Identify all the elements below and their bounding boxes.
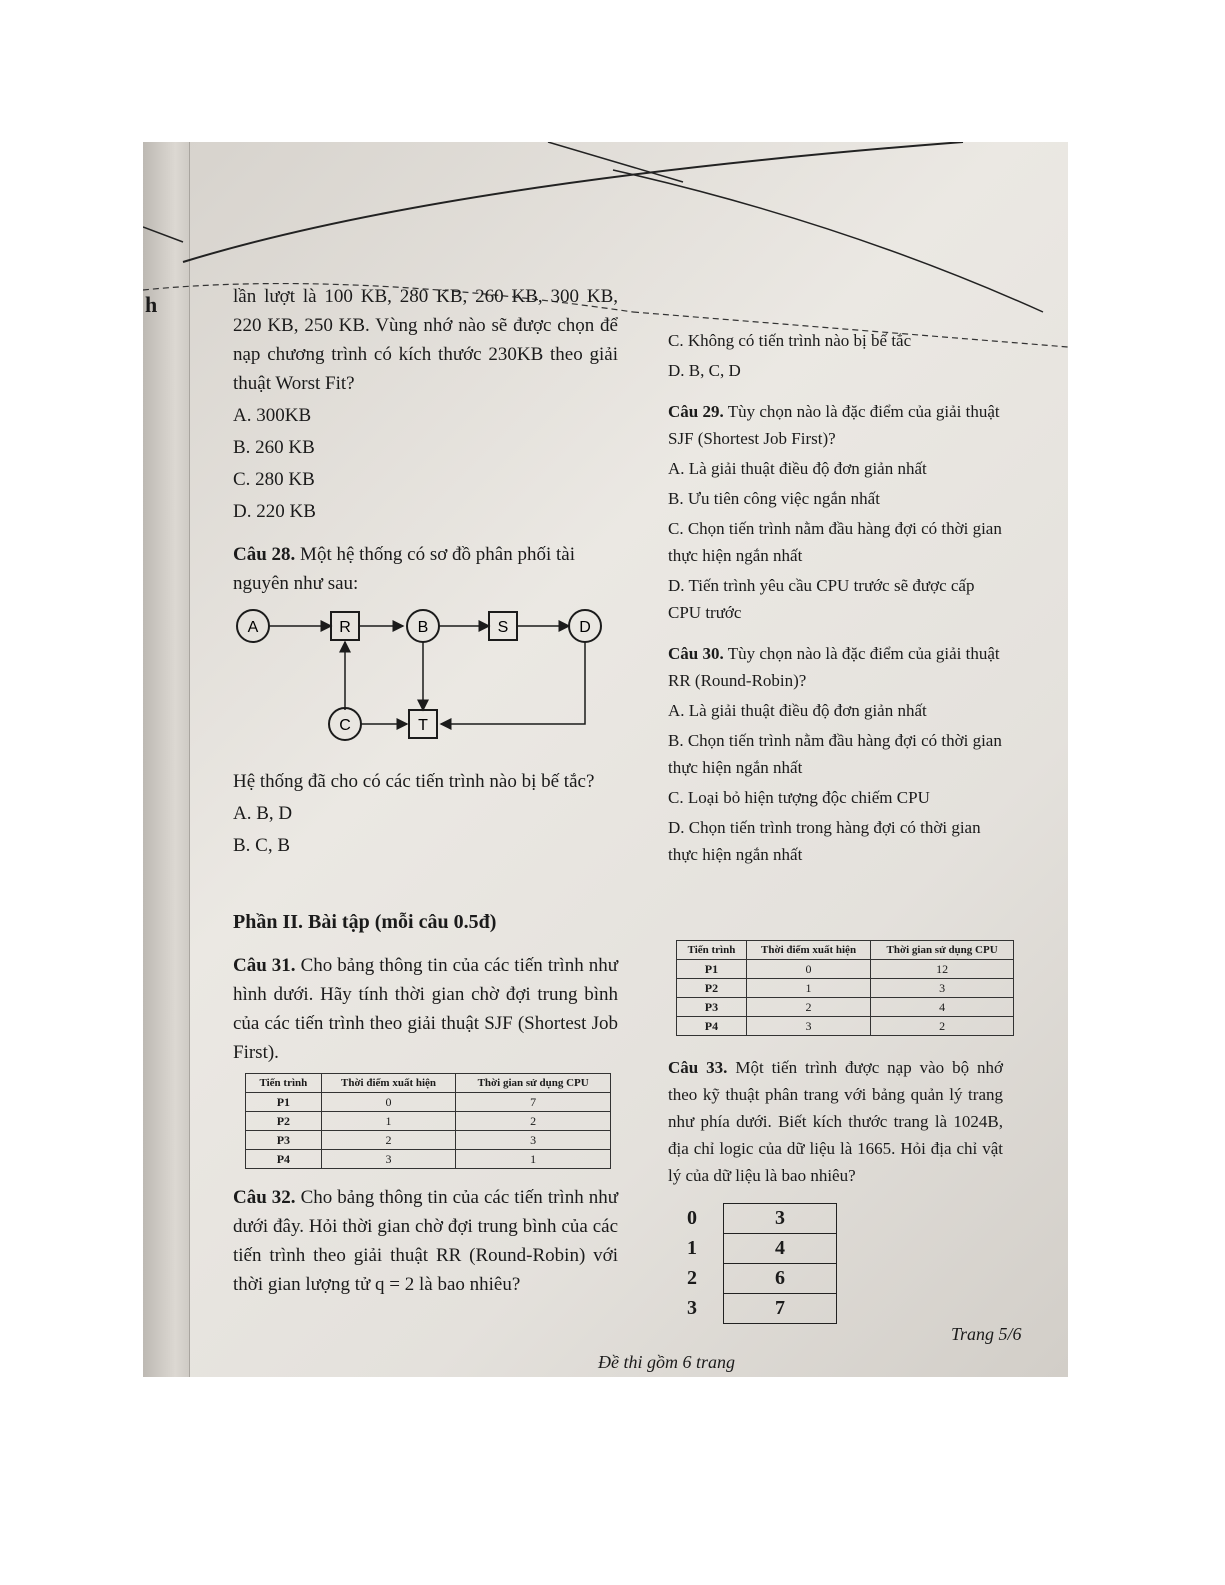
frame-number: 4 bbox=[724, 1234, 837, 1264]
q31-process-table bbox=[245, 1073, 611, 1169]
table-header: Thời gian sử dụng CPU bbox=[871, 941, 1014, 960]
table-cell: 0 bbox=[746, 960, 870, 979]
node-c bbox=[329, 708, 361, 740]
page-number: Trang 5/6 bbox=[951, 1324, 1022, 1344]
table-cell: P1 bbox=[677, 960, 747, 979]
q27-option-b: B. 260 KB bbox=[233, 437, 315, 458]
section-title: Phần II. Bài tập (mỗi câu 0.5đ) bbox=[233, 911, 497, 933]
q33-question bbox=[668, 1054, 1003, 1189]
frame-number: 3 bbox=[724, 1204, 837, 1234]
node-b bbox=[407, 610, 439, 642]
q33-page-table bbox=[686, 1203, 837, 1324]
table-cell: P2 bbox=[677, 979, 747, 998]
table-header-row bbox=[677, 941, 1014, 960]
document-photo bbox=[143, 142, 1068, 1377]
table-cell: 3 bbox=[321, 1150, 456, 1169]
table-row bbox=[686, 1264, 837, 1294]
edge-letter: h bbox=[145, 292, 158, 317]
total-pages-note: Đề thi gồm 6 trang bbox=[598, 1352, 735, 1372]
resource-allocation-diagram bbox=[233, 606, 613, 746]
q31-question bbox=[233, 951, 618, 1067]
table-cell: 3 bbox=[456, 1131, 611, 1150]
page-index: 0 bbox=[687, 1207, 697, 1229]
table-cell: P4 bbox=[246, 1150, 322, 1169]
table-header: Thời điểm xuất hiện bbox=[746, 941, 870, 960]
svg-text:S: S bbox=[497, 619, 509, 636]
q27-option-c: C. 280 KB bbox=[233, 469, 315, 490]
page-index: 2 bbox=[687, 1267, 697, 1289]
q33-label: Câu 33. bbox=[668, 1058, 728, 1077]
q30-option-c: C. Loại bỏ hiện tượng độc chiếm CPU bbox=[668, 788, 930, 807]
table-cell: 2 bbox=[456, 1112, 611, 1131]
q28-deadlock-question: Hệ thống đã cho có các tiến trình nào bị bế tắc? bbox=[233, 771, 595, 792]
q29-text: Tùy chọn nào là đặc điểm của giải thuật SJF (Shortest Job First)? bbox=[668, 402, 1000, 448]
table-header-row bbox=[246, 1074, 611, 1093]
svg-text:C: C bbox=[339, 717, 351, 734]
node-s bbox=[489, 612, 517, 640]
q32-text: Cho bảng thông tin của các tiến trình như dưới đây. Hỏi thời gian chờ đợi trung bình của các tiến trình theo giải thuật RR (Round-Robin) với thời gian lượng tử q = 2 là bao nhiêu? bbox=[233, 1187, 619, 1295]
page-index: 3 bbox=[687, 1297, 697, 1319]
table-cell: 1 bbox=[746, 979, 870, 998]
node-a bbox=[237, 610, 269, 642]
table-row bbox=[246, 1150, 611, 1169]
q30-option-d: D. Chọn tiến trình trong hàng đợi có thời gian thực hiện ngắn nhất bbox=[668, 818, 981, 864]
q30-option-a: A. Là giải thuật điều độ đơn giản nhất bbox=[668, 701, 927, 720]
q28-label: Câu 28. bbox=[233, 544, 296, 565]
table-header: Tiến trình bbox=[677, 941, 747, 960]
q29-option-c: C. Chọn tiến trình nằm đầu hàng đợi có thời gian thực hiện ngắn nhất bbox=[668, 519, 1002, 565]
table-cell: 3 bbox=[746, 1017, 870, 1036]
table-row bbox=[246, 1093, 611, 1112]
table-header: Thời gian sử dụng CPU bbox=[456, 1074, 611, 1093]
table-cell: P3 bbox=[246, 1131, 322, 1150]
page-index: 1 bbox=[687, 1237, 697, 1259]
q31-text: Cho bảng thông tin của các tiến trình như hình dưới. Hãy tính thời gian chờ đợi trung bình của các tiến trình theo giải thuật SJF (Shortest Job First). bbox=[233, 955, 619, 1063]
q27-option-d: D. 220 KB bbox=[233, 501, 316, 522]
left-column bbox=[233, 282, 618, 1299]
q28-option-c: C. Không có tiến trình nào bị bế tắc bbox=[668, 331, 912, 350]
q30-label: Câu 30. bbox=[668, 644, 724, 663]
table-row bbox=[246, 1112, 611, 1131]
q28-option-a: A. B, D bbox=[233, 803, 293, 824]
table-row bbox=[686, 1234, 837, 1264]
table-cell: 2 bbox=[746, 998, 870, 1017]
q30-text: Tùy chọn nào là đặc điểm của giải thuật RR (Round-Robin)? bbox=[668, 644, 1000, 690]
table-cell: 3 bbox=[871, 979, 1014, 998]
q30-question bbox=[668, 640, 1003, 694]
q28-text: Một hệ thống có sơ đồ phân phối tài nguyên như sau: bbox=[233, 544, 576, 594]
table-cell: 1 bbox=[321, 1112, 456, 1131]
q27-continuation: lần lượt là 100 KB, 280 KB, 260 KB, 300 KB, 220 KB, 250 KB. Vùng nhớ nào sẽ được chọn để nạp chương trình có kích thước 230KB theo giải thuật Worst Fit? bbox=[233, 286, 618, 394]
node-d bbox=[569, 610, 601, 642]
q32-question bbox=[233, 1183, 618, 1299]
table-row bbox=[677, 998, 1014, 1017]
frame-number: 7 bbox=[724, 1294, 837, 1324]
q32-label: Câu 32. bbox=[233, 1187, 296, 1208]
q30-option-b: B. Chọn tiến trình nằm đầu hàng đợi có thời gian thực hiện ngắn nhất bbox=[668, 731, 1002, 777]
svg-text:A: A bbox=[247, 619, 259, 636]
q32-process-table bbox=[676, 940, 1014, 1036]
table-row bbox=[686, 1204, 837, 1234]
table-row bbox=[677, 979, 1014, 998]
table-cell: 2 bbox=[871, 1017, 1014, 1036]
q29-option-d: D. Tiến trình yêu cầu CPU trước sẽ được cấp CPU trước bbox=[668, 576, 975, 622]
table-row bbox=[677, 1017, 1014, 1036]
table-row bbox=[246, 1131, 611, 1150]
q29-option-b: B. Ưu tiên công việc ngắn nhất bbox=[668, 489, 880, 508]
table-cell: 7 bbox=[456, 1093, 611, 1112]
table-header: Thời điểm xuất hiện bbox=[321, 1074, 456, 1093]
q28-option-b: B. C, B bbox=[233, 835, 291, 856]
q28-question bbox=[233, 540, 618, 598]
svg-text:B: B bbox=[417, 619, 429, 636]
table-cell: 0 bbox=[321, 1093, 456, 1112]
q31-label: Câu 31. bbox=[233, 955, 296, 976]
table-cell: P2 bbox=[246, 1112, 322, 1131]
q29-question bbox=[668, 398, 1003, 452]
q33-text: Một tiến trình được nạp vào bộ nhớ theo kỹ thuật phân trang với bảng quản lý trang như phía dưới. Biết kích thước trang là 1024B, địa chỉ logic của dữ liệu là 1665. Hỏi địa chỉ vật lý của dữ liệu là bao nhiêu? bbox=[668, 1058, 1004, 1185]
svg-text:T: T bbox=[418, 717, 428, 734]
q29-option-a: A. Là giải thuật điều độ đơn giản nhất bbox=[668, 459, 927, 478]
table-cell: P4 bbox=[677, 1017, 747, 1036]
table-cell: 2 bbox=[321, 1131, 456, 1150]
node-t bbox=[409, 710, 437, 738]
table-header: Tiến trình bbox=[246, 1074, 322, 1093]
table-row bbox=[677, 960, 1014, 979]
right-column bbox=[668, 324, 1003, 1324]
table-cell: 12 bbox=[871, 960, 1014, 979]
table-cell: 4 bbox=[871, 998, 1014, 1017]
svg-text:R: R bbox=[339, 619, 351, 636]
frame-number: 6 bbox=[724, 1264, 837, 1294]
table-cell: 1 bbox=[456, 1150, 611, 1169]
q27-option-a: A. 300KB bbox=[233, 405, 312, 426]
q29-label: Câu 29. bbox=[668, 402, 724, 421]
node-r bbox=[331, 612, 359, 640]
table-cell: P3 bbox=[677, 998, 747, 1017]
svg-text:D: D bbox=[579, 619, 591, 636]
table-cell: P1 bbox=[246, 1093, 322, 1112]
q28-option-d: D. B, C, D bbox=[668, 361, 741, 380]
table-row bbox=[686, 1294, 837, 1324]
